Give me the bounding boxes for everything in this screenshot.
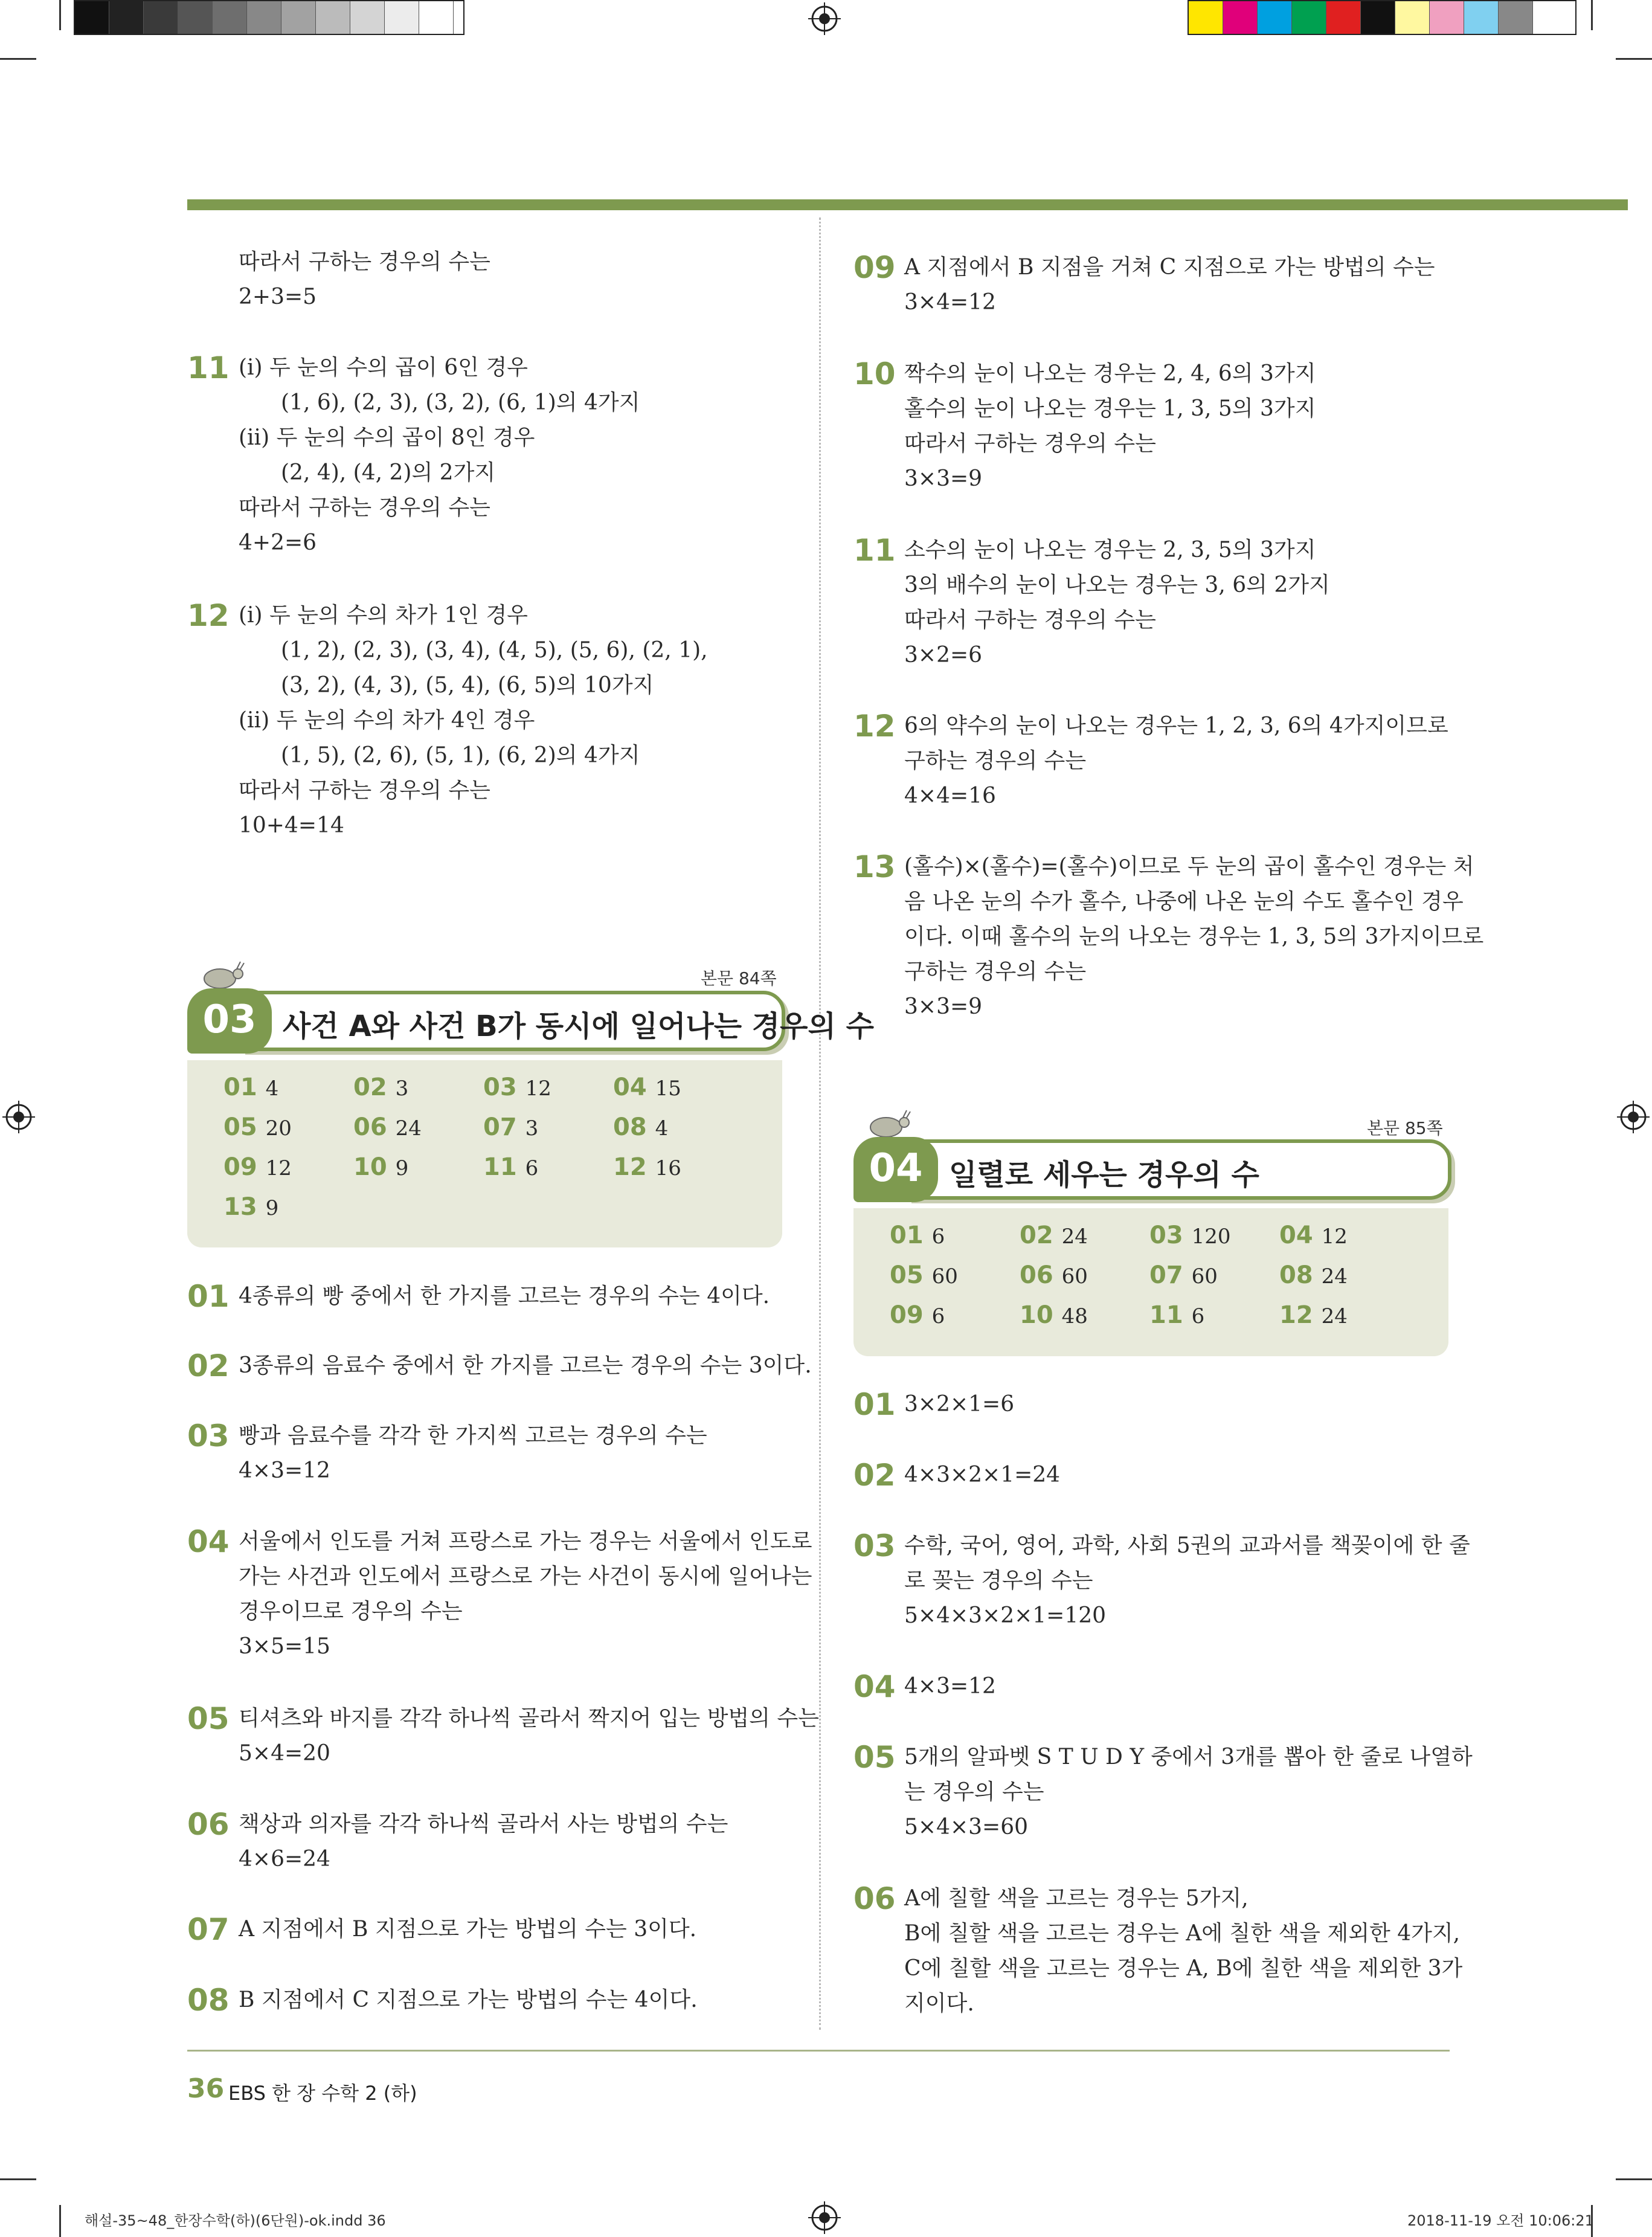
problem-number: 02 <box>853 1458 896 1493</box>
text-line: 책상과 의자를 각각 하나씩 골라서 사는 방법의 수는 <box>239 1812 728 1836</box>
text-line: 서울에서 인도를 거쳐 프랑스로 가는 경우는 서울에서 인도로 <box>239 1529 812 1554</box>
answer-number: 09 <box>223 1153 257 1181</box>
problem-number: 09 <box>853 250 896 285</box>
answer-entry <box>1149 1261 1218 1289</box>
answer-key-box <box>187 1060 782 1247</box>
color-swatch <box>144 1 178 34</box>
problem-number: 06 <box>187 1807 230 1842</box>
answer-number: 11 <box>1149 1301 1183 1329</box>
answer-number: 01 <box>223 1073 257 1101</box>
problem-number: 05 <box>187 1701 230 1736</box>
answer-value: 12 <box>525 1077 551 1101</box>
text-line: 짝수의 눈이 나오는 경우는 2, 4, 6의 3가지 <box>904 361 1316 386</box>
answer-entry <box>483 1073 551 1101</box>
answer-number: 08 <box>1279 1261 1313 1289</box>
color-swatch <box>1258 1 1292 34</box>
text-line: 3×5=15 <box>239 1634 330 1659</box>
text-line: 4×3=12 <box>904 1674 996 1699</box>
color-swatch <box>385 1 419 34</box>
text-line: 3×3=9 <box>904 466 983 491</box>
section-title: 사건 A와 사건 B가 동시에 일어나는 경우의 수 <box>283 1009 874 1043</box>
answer-value: 6 <box>931 1304 945 1328</box>
problem-number: 01 <box>187 1279 230 1314</box>
answer-value: 6 <box>525 1156 539 1180</box>
text-line: (3, 2), (4, 3), (5, 4), (6, 5)의 10가지 <box>281 673 654 698</box>
page-reference: 본문 84쪽 <box>701 968 777 988</box>
color-swatch <box>1361 1 1395 34</box>
registration-mark-icon <box>1617 1101 1650 1133</box>
text-line: (1, 2), (2, 3), (3, 4), (4, 5), (5, 6), (2, 1), <box>281 638 708 663</box>
answer-number: 11 <box>483 1153 517 1181</box>
answer-entry <box>1279 1301 1348 1329</box>
color-calibration-bar <box>1188 0 1576 35</box>
text-line: 음 나온 눈의 수가 홀수, 나중에 나온 눈의 수도 홀수인 경우 <box>904 889 1464 914</box>
text-line: (ⅰ) 두 눈의 수의 곱이 6인 경우 <box>239 355 528 380</box>
answer-number: 06 <box>353 1113 387 1141</box>
answer-number: 05 <box>223 1113 257 1141</box>
answer-value: 6 <box>1191 1304 1205 1328</box>
color-swatch <box>1395 1 1430 34</box>
text-line: B 지점에서 C 지점으로 가는 방법의 수는 4이다. <box>239 1988 698 2012</box>
text-line: 소수의 눈이 나오는 경우는 2, 3, 5의 3가지 <box>904 538 1316 562</box>
crop-mark <box>1591 0 1593 30</box>
answer-number: 07 <box>483 1113 517 1141</box>
text-line: 지이다. <box>904 1991 974 2016</box>
text-line: 빵과 음료수를 각각 한 가지씩 고르는 경우의 수는 <box>239 1423 707 1448</box>
text-line: 는 경우의 수는 <box>904 1780 1044 1804</box>
problem-number: 07 <box>187 1912 230 1947</box>
problem-number: 03 <box>187 1418 230 1453</box>
problem-number: 08 <box>187 1983 230 2018</box>
answer-entry <box>1279 1221 1348 1249</box>
gray-calibration-bar <box>74 0 464 35</box>
answer-entry <box>223 1073 278 1101</box>
answer-value: 9 <box>265 1196 279 1220</box>
answer-value: 4 <box>655 1116 669 1141</box>
text-line: 수학, 국어, 영어, 과학, 사회 5권의 교과서를 책꽂이에 한 줄 <box>904 1533 1470 1558</box>
text-line: B에 칠할 색을 고르는 경우는 A에 칠한 색을 제외한 4가지, <box>904 1921 1461 1946</box>
answer-value: 6 <box>931 1225 945 1249</box>
text-line: 홀수의 눈이 나오는 경우는 1, 3, 5의 3가지 <box>904 396 1316 421</box>
text-line: 따라서 구하는 경우의 수는 <box>239 495 490 520</box>
text-line: (ⅱ) 두 눈의 수의 차가 4인 경우 <box>239 708 535 733</box>
answer-entry <box>1020 1301 1088 1329</box>
answer-entry <box>1149 1301 1204 1329</box>
text-line: 4+2=6 <box>239 530 317 555</box>
answer-number: 03 <box>1149 1221 1183 1249</box>
answer-number: 09 <box>890 1301 924 1329</box>
text-line: 로 꽂는 경우의 수는 <box>904 1568 1093 1593</box>
book-title: EBS 한 장 수학 2 (하) <box>228 2082 417 2105</box>
answer-value: 16 <box>655 1156 681 1180</box>
color-swatch <box>1292 1 1326 34</box>
turtle-icon <box>864 1104 913 1141</box>
answer-number: 05 <box>890 1261 924 1289</box>
text-line: 구하는 경우의 수는 <box>904 959 1087 984</box>
color-swatch <box>1464 1 1499 34</box>
text-line: 3×2=6 <box>904 643 983 668</box>
color-swatch <box>350 1 385 34</box>
answer-entry <box>890 1261 958 1289</box>
answer-value: 3 <box>525 1116 539 1141</box>
problem-number: 05 <box>853 1740 896 1775</box>
problem-number: 02 <box>187 1348 230 1383</box>
answer-entry <box>1020 1221 1088 1249</box>
answer-value: 48 <box>1061 1304 1088 1328</box>
answer-number: 02 <box>353 1073 387 1101</box>
problem-number: 12 <box>853 709 896 744</box>
text-line: 3종류의 음료수 중에서 한 가지를 고르는 경우의 수는 3이다. <box>239 1353 812 1378</box>
section-badge: 04 <box>853 1137 938 1202</box>
answer-number: 12 <box>613 1153 647 1181</box>
text-line: (2, 4), (4, 2)의 2가지 <box>281 460 496 485</box>
header-bar <box>187 199 1628 210</box>
answer-entry <box>353 1113 422 1141</box>
text-line: 경우이므로 경우의 수는 <box>239 1599 463 1624</box>
problem-number: 04 <box>187 1524 230 1559</box>
answer-number: 04 <box>613 1073 647 1101</box>
crop-mark <box>0 2178 36 2180</box>
section-badge: 03 <box>187 988 272 1054</box>
answer-entry <box>223 1153 292 1181</box>
problem-number: 01 <box>853 1387 896 1422</box>
answer-value: 4 <box>265 1077 279 1101</box>
answer-entry <box>353 1073 408 1101</box>
answer-entry <box>613 1153 681 1181</box>
problem-number: 06 <box>853 1881 896 1916</box>
crop-mark <box>1616 2178 1652 2180</box>
answer-entry <box>483 1153 538 1181</box>
answer-value: 20 <box>265 1116 292 1141</box>
color-swatch <box>1499 1 1533 34</box>
text-line: 따라서 구하는 경우의 수는 <box>239 249 490 274</box>
column-divider <box>819 217 821 2030</box>
problem-number: 11 <box>187 350 230 385</box>
answer-value: 60 <box>1191 1264 1218 1289</box>
text-line: 4×3=12 <box>239 1458 330 1483</box>
crop-mark <box>1616 58 1652 60</box>
text-line: A 지점에서 B 지점을 거쳐 C 지점으로 가는 방법의 수는 <box>904 255 1435 280</box>
page-number: 36 <box>187 2073 225 2104</box>
color-swatch <box>178 1 213 34</box>
text-line: 4×4=16 <box>904 784 996 808</box>
text-line: 5×4=20 <box>239 1741 330 1766</box>
answer-entry <box>613 1073 681 1101</box>
answer-number: 10 <box>353 1153 387 1181</box>
answer-value: 120 <box>1191 1225 1231 1249</box>
text-line: 따라서 구하는 경우의 수는 <box>239 778 490 803</box>
problem-number: 13 <box>853 849 896 884</box>
text-line: 5개의 알파벳 S T U D Y 중에서 3개를 뽑아 한 줄로 나열하 <box>904 1745 1473 1769</box>
answer-entry <box>223 1113 292 1141</box>
slug-timestamp: 2018-11-19 오전 10:06:21 <box>1407 2212 1594 2229</box>
color-swatch <box>1189 1 1223 34</box>
answer-number: 03 <box>483 1073 517 1101</box>
text-line: 가는 사건과 인도에서 프랑스로 가는 사건이 동시에 일어나는 <box>239 1564 812 1589</box>
registration-mark-icon <box>808 2201 841 2234</box>
text-line: 5×4×3×2×1=120 <box>904 1603 1107 1628</box>
turtle-icon <box>198 956 246 992</box>
registration-mark-icon <box>2 1101 35 1133</box>
text-line: A 지점에서 B 지점으로 가는 방법의 수는 3이다. <box>239 1917 697 1942</box>
registration-mark-icon <box>808 2 841 35</box>
problem-number: 10 <box>853 356 896 391</box>
answer-value: 24 <box>395 1116 422 1141</box>
text-line: 3×3=9 <box>904 994 983 1019</box>
answer-value: 15 <box>655 1077 681 1101</box>
text-line: 5×4×3=60 <box>904 1815 1029 1839</box>
answer-number: 07 <box>1149 1261 1183 1289</box>
answer-value: 60 <box>1061 1264 1088 1289</box>
text-line: 구하는 경우의 수는 <box>904 748 1087 773</box>
color-swatch <box>75 1 109 34</box>
answer-number: 10 <box>1020 1301 1053 1329</box>
problem-number: 04 <box>853 1669 896 1704</box>
color-swatch <box>109 1 144 34</box>
text-line: 6의 약수의 눈이 나오는 경우는 1, 2, 3, 6의 4가지이므로 <box>904 713 1448 738</box>
color-swatch <box>419 1 454 34</box>
answer-value: 12 <box>1321 1225 1348 1249</box>
answer-value: 3 <box>395 1077 409 1101</box>
color-swatch <box>281 1 316 34</box>
text-line: 티셔츠와 바지를 각각 하나씩 골라서 짝지어 입는 방법의 수는 <box>239 1706 819 1731</box>
text-line: A에 칠할 색을 고르는 경우는 5가지, <box>904 1886 1249 1911</box>
footer-rule <box>187 2050 1450 2052</box>
crop-mark <box>0 58 36 60</box>
answer-value: 12 <box>265 1156 292 1180</box>
problem-number: 12 <box>187 598 230 633</box>
text-line: (ⅰ) 두 눈의 수의 차가 1인 경우 <box>239 603 528 628</box>
crop-mark <box>59 0 61 30</box>
text-line: 4×6=24 <box>239 1847 330 1872</box>
text-line: 4×3×2×1=24 <box>904 1463 1061 1487</box>
answer-entry <box>353 1153 408 1181</box>
section-title: 일렬로 세우는 경우의 수 <box>949 1158 1259 1192</box>
problem-number: 11 <box>853 533 896 568</box>
text-line: (홀수)×(홀수)=(홀수)이므로 두 눈의 곱이 홀수인 경우는 처 <box>904 854 1474 879</box>
text-line: (1, 5), (2, 6), (5, 1), (6, 2)의 4가지 <box>281 743 640 768</box>
color-swatch <box>247 1 281 34</box>
color-swatch <box>213 1 247 34</box>
text-line: 따라서 구하는 경우의 수는 <box>904 608 1156 632</box>
answer-value: 60 <box>931 1264 958 1289</box>
answer-number: 13 <box>223 1193 257 1221</box>
problem-number: 03 <box>853 1528 896 1563</box>
answer-number: 06 <box>1020 1261 1053 1289</box>
answer-entry <box>890 1301 945 1329</box>
text-line: 2+3=5 <box>239 285 317 309</box>
color-swatch <box>316 1 350 34</box>
crop-mark <box>59 2205 61 2237</box>
color-swatch <box>1223 1 1258 34</box>
text-line: 3×2×1=6 <box>904 1392 1015 1417</box>
answer-key-box <box>853 1208 1448 1356</box>
text-line: 3의 배수의 눈이 나오는 경우는 3, 6의 2가지 <box>904 573 1330 597</box>
answer-number: 08 <box>613 1113 647 1141</box>
answer-entry <box>890 1221 945 1249</box>
answer-entry <box>483 1113 538 1141</box>
answer-number: 04 <box>1279 1221 1313 1249</box>
color-swatch <box>1326 1 1361 34</box>
text-line: C에 칠할 색을 고르는 경우는 A, B에 칠한 색을 제외한 3가 <box>904 1956 1463 1981</box>
text-line: (ⅱ) 두 눈의 수의 곱이 8인 경우 <box>239 425 535 450</box>
answer-entry <box>1279 1261 1348 1289</box>
color-swatch <box>1430 1 1464 34</box>
text-line: 3×4=12 <box>904 290 996 315</box>
text-line: 따라서 구하는 경우의 수는 <box>904 431 1156 456</box>
answer-value: 9 <box>395 1156 409 1180</box>
text-line: 10+4=14 <box>239 813 344 838</box>
answer-number: 01 <box>890 1221 924 1249</box>
text-line: 4종류의 빵 중에서 한 가지를 고르는 경우의 수는 4이다. <box>239 1284 770 1308</box>
answer-entry <box>613 1113 668 1141</box>
answer-value: 24 <box>1061 1225 1088 1249</box>
answer-value: 24 <box>1321 1304 1348 1328</box>
answer-entry <box>1149 1221 1231 1249</box>
answer-entry <box>1020 1261 1088 1289</box>
answer-value: 24 <box>1321 1264 1348 1289</box>
answer-entry <box>223 1193 278 1221</box>
answer-number: 12 <box>1279 1301 1313 1329</box>
page-reference: 본문 85쪽 <box>1367 1118 1443 1138</box>
section-heading <box>853 1091 1451 1218</box>
text-line: 이다. 이때 홀수의 눈의 나오는 경우는 1, 3, 5의 3가지이므로 <box>904 924 1484 949</box>
answer-number: 02 <box>1020 1221 1053 1249</box>
slug-file-name: 해설-35~48_한장수학(하)(6단원)-ok.indd 36 <box>85 2212 386 2229</box>
section-heading <box>187 942 874 1069</box>
text-line: (1, 6), (2, 3), (3, 2), (6, 1)의 4가지 <box>281 390 640 415</box>
